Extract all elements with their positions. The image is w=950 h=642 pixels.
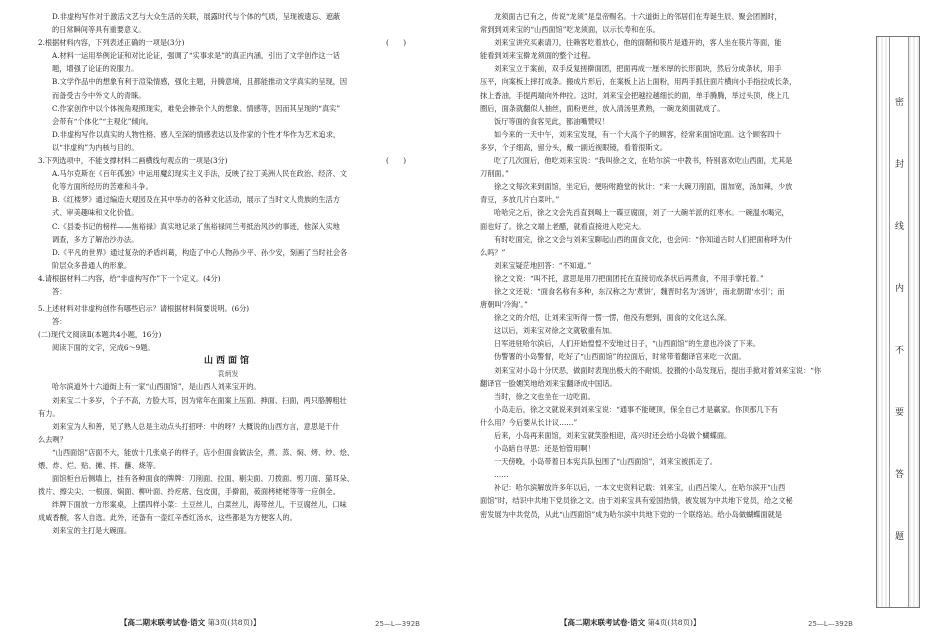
question-line: 4.请根据材料二内容，给“非虚构写作”下一个定义。(4分) xyxy=(38,273,221,283)
story-paragraph-line: 龙须面古已有之，传说“龙须”是皇帝赐名。十六道街上的邻居们在寿诞生辰、聚会团圆时， xyxy=(494,12,782,21)
right-footer-exam: 【高二期末联考试卷·语文 xyxy=(560,618,646,627)
story-paragraph-line: 压平，向案板上摔打成条。搬成片形后，在案板上沾上面粉，用两手抓住面片横向小手指拉成长条， xyxy=(480,77,797,87)
story-paragraph-line: 补记：哈尔滨解放许多年以后，一本文史资料记载：刘来宝，山西吕梁人，在哈尔滨开“山西 xyxy=(494,483,786,493)
story-paragraph-line: 刘来宝对小岛十分厌恶，做面时表现出极大的不耐烦。狡猾的小岛发现后，提出手掀对着刘来宝说：“你 xyxy=(494,365,822,375)
right-footer-page: 第4页(共8页)】 xyxy=(647,618,701,627)
story-paragraph-line: 吃了几次面后，他吃刘来宝说：“我叫徐之文，在哈尔滨一中教书，特别喜欢吃山西面，尤其是 xyxy=(494,156,793,166)
question-line: A.材料一运用举例论证和对比论证，强调了“实事求是”的真正内涵，引出了文学创作这一话 xyxy=(52,51,340,61)
question-line: 2.根据材料内容，下列表述正确的一项是(3分) ( ) xyxy=(38,36,418,49)
story-paragraph-line: 面馆柜台后侧墙上，挂有各种面食的牌牌：刀削面、拉面、剔尖面、刀拨面、剪刀面、猫耳朵、 xyxy=(52,474,354,484)
story-paragraph-line: 多岁，个子细高，留分头，戴一副近视眼镜，看着很斯文。 xyxy=(480,142,667,152)
story-paragraph-line: 唐朝叫‘冷淘’。” xyxy=(480,300,528,310)
story-paragraph-line: 什么用？今后要从长计议……” xyxy=(480,417,578,427)
story-paragraph-line: 日军进驻哈尔滨后，人们开始惶惶不安地过日子，“山西面馆”的生意也冷淡了下来。 xyxy=(494,339,761,349)
story-paragraph-line: 小岛走后，徐之文就说来到刘来宝说：“通事不能硬顶，保全自己才是赢家。你顶那几下有 xyxy=(494,404,778,414)
question-line: C.作家创作中以个体视角观照现实，难免会掺杂个人的想象、情感等，因而其呈现的“真实” xyxy=(52,103,341,113)
question-line: 答： xyxy=(52,317,67,327)
question-line: 3.下列选项中，不能支撑材料二画横线句观点的一项是(3分) ( ) xyxy=(38,154,418,167)
story-author: 袁炳发 xyxy=(217,370,239,379)
story-paragraph-line: 绊牌下面放一方形案桌，上摆四样小菜：土豆丝儿，白菜丝儿，海带丝儿，干豆腐丝儿，口味 xyxy=(52,500,347,510)
right-footer-code xyxy=(808,619,853,628)
question-line: D.《平凡的世界》通过复杂的矛盾纠葛，构造了中心人物孙少平、孙少安，刻画了当时社会各 xyxy=(52,247,348,257)
story-paragraph-line: 密发展为中共党员，从此“山西面馆”成为哈尔滨中共地下党的一个联络站。给小岛做蝴蝶面就是 xyxy=(480,509,783,519)
question-line: A.马尔克斯在《百年孤独》中运用魔幻现实主义手法，反映了拉丁美洲人民在政治、经济、文 xyxy=(52,169,347,179)
story-paragraph-line: 面也好了。徐之文端上老醋，就看直接进入吃完大。 xyxy=(480,221,646,231)
question-line: 式、审美趣味和文化价值。 xyxy=(52,208,139,218)
story-paragraph-line: 一天傍晚，小岛带着日本宪兵队包围了“山西面馆”，刘来宝被抓走了。 xyxy=(494,457,717,467)
story-paragraph-line: 徐之文说：“叫不托，意思是用刀把面团托在直接切成条状后再煮食，不用手掌托着。” xyxy=(494,273,764,283)
story-paragraph-line: 刀削面。” xyxy=(480,169,509,179)
question-line: 会带有“个体化”“主观化”倾向。 xyxy=(52,116,153,126)
question-line: 阶层众多普通人的形象。 xyxy=(52,260,132,270)
story-paragraph-line: 徐之文的介绍，让刘来宝听得一愣一愣，他没有想到，面食的文化这么深。 xyxy=(494,313,732,323)
question-line: B.文学作品中的想象有利于渲染情感，强化主题，升腾意境，且都能推动文学真实的呈现，因 xyxy=(52,77,348,87)
seal-char: 答 xyxy=(893,469,903,478)
story-paragraph-line: 青豆，多放几片白菜叶。” xyxy=(480,195,560,205)
question-line: 5.上述材料对非虚构创作有哪些启示？请根据材料简要说明。(6分) xyxy=(38,304,250,314)
right-column xyxy=(480,10,872,521)
story-paragraph-line: 圈后，面条就翻似人抽丝，面粉更丝，放入清汤里煮熟，一碗龙须面就成了。 xyxy=(480,103,725,113)
story-paragraph-line: 抹上香油，手提两端向外伸拉。这时，刘来宝会把越拉越细长的面，单手腾腾，举过头顶，绕上几 xyxy=(480,90,790,100)
story-paragraph-line: 刘来宝讲究买素请刀，往赖客吃着放心，他的面鞘和筷片是通开的，客人坐在筷片等面，能 xyxy=(494,38,782,48)
story-paragraph-line: 有时吃面完，徐之文会与刘来宝聊起山西的面食文化，也会问：“你知道古时人们把面称呼为什 xyxy=(494,234,793,244)
answer-paren[interactable]: ( ) xyxy=(386,38,406,48)
seal-char: 不 xyxy=(893,345,903,354)
story-paragraph-line: 有力。 xyxy=(38,408,60,418)
question-line: C.《县委书记的榜样——焦裕禄》真实地记录了焦裕禄同兰考抵治风沙的事迹，他深入实地 xyxy=(52,221,340,231)
binding-band xyxy=(889,37,909,607)
story-paragraph-line: 哈哈完之后，徐之文会先舀直到喝上一碟豆腐面，刘了一大碗羊派的红枣水。一碗温水喝完， xyxy=(494,208,789,218)
left-footer-page: 第3页(共8页)】 xyxy=(207,618,261,627)
question-line: 以“非虚构”为内核与目的。 xyxy=(52,142,139,152)
left-footer-exam: 【高二期末联考试卷·语文 xyxy=(120,618,206,627)
seal-char: 封 xyxy=(893,159,903,168)
section-heading: (二)现代文阅读Ⅱ(本题共4小题，16分) xyxy=(38,330,162,340)
question-line: 答： xyxy=(52,286,67,296)
section-instruction: 阅读下面的文字，完成6～9题。 xyxy=(52,343,155,353)
story-paragraph-line: 刘来宝二十多岁，个子不高，方脸大耳，因为常年在面案上压面、抻面、扫面，两只胳膊粗壮 xyxy=(52,395,347,405)
right-page xyxy=(470,0,875,642)
story-paragraph-line: 能看到刘来宝擀龙须面的整个过程。 xyxy=(480,51,596,61)
seal-char: 要 xyxy=(893,407,903,416)
story-paragraph-line: 成咸香酸，客人自选。此外，还备有一壶红辛香红汤水，这些都是为方便客人的。 xyxy=(38,513,297,523)
question-line: 的日常瞬间等具有重要意义。 xyxy=(52,25,146,35)
question-line: 调查，多方了解治沙办法。 xyxy=(52,234,139,244)
story-title: 山西面馆 xyxy=(203,356,252,367)
story-paragraph-line: 小岛暗自寻思：还是怕管用啊！ xyxy=(494,444,595,454)
seal-char: 密 xyxy=(893,97,903,106)
story-paragraph-line: 这以后，刘来宝对徐之文就敬重有加。 xyxy=(494,326,617,336)
story-paragraph-line: 拨片、擦尖尖、一根面、焖面、柳叶面、拎疙瘩、包皮面，手擀面，莜面栲栳栳等等一应俱全。 xyxy=(38,487,340,497)
story-paragraph-line: 刘来宝立于案前，双手反复搓擀面团，把面再成一厘米厚的长形面块，然后分成条状，用手 xyxy=(494,64,782,74)
right-footer xyxy=(560,617,700,628)
story-paragraph-line: 饭厅等面的食客见此，都油嘴赞叹！ xyxy=(494,116,610,126)
story-paragraph-line: 刘来宝为人和善，见了熟人总是主动点头打招呼：中的呀？大概说的山西方言，意思是干什 xyxy=(52,421,340,431)
left-footer xyxy=(120,617,260,628)
question-line: 而备受古今中外文人的青睐。 xyxy=(52,90,146,100)
seal-char: 题 xyxy=(893,531,903,540)
seal-char: 内 xyxy=(893,283,903,292)
question-line: D.非虚构写作以真实的人物性格、感人至深的情感表达以及作家的个性才华作为艺术追求， xyxy=(52,129,341,139)
story-paragraph-line: 伪警署的小岛警督，吃好了“山西面馆”的拉面后，时常带着翻译官来吃一次面。 xyxy=(494,352,746,362)
left-footer-code xyxy=(375,619,420,628)
left-column xyxy=(38,10,418,538)
left-page xyxy=(0,0,460,642)
story-paragraph-line: 当时，徐之文也坐在一边吃面。 xyxy=(494,391,595,401)
story-paragraph-line: 面馆”时，结识中共地下党员徐之文。由于刘来宝具有爱国热情，被发展为中共地下党员，给之文秘 xyxy=(480,496,793,506)
story-paragraph-line: 徐之文每次来到面馆，坐定后，便吩咐跑堂的伙计：“来一大碗刀削面，面加宽，汤加辣，少放 xyxy=(494,182,793,192)
story-paragraph-line: 煨、炸、烂、贴、摊、拌、蘸、烧等。 xyxy=(38,461,161,470)
question-line: D.非虚构写作对于激活文艺与大众生活的关联，展露时代与个体的气质，呈现被遗忘、遮蔽 xyxy=(52,12,341,21)
story-paragraph-line: 常到到刘来宝的“山西面馆”吃龙须面，以示长寿和在乐。 xyxy=(480,25,660,35)
question-line: 题，增强了论证的说服力。 xyxy=(52,64,139,74)
story-paragraph-line: 如今来的一天中午，刘来宝发现，有一个大高个子的顾客，经常来面馆吃面。这个顾客四十 xyxy=(494,129,782,139)
story-paragraph-line: 徐之文还说：“面食名称有多种，东汉称之为‘煮饼’，魏晋时名为‘汤饼’，南北朝谓‘水引’；而 xyxy=(494,286,785,296)
story-paragraph-line: …… xyxy=(494,470,509,480)
story-paragraph-line: 哈尔滨道外十六道街上有一家“山西面馆”，是山西人刘来宝开的。 xyxy=(52,382,261,392)
story-paragraph-line: “山西面馆”店面不大，能放十几张桌子的样子，店小但面食做法全，煮、蒸、焖、烤、炒、烩、 xyxy=(52,447,355,457)
right-footer-code-text: 25—L—392B xyxy=(808,620,853,628)
left-footer-code-text: 25—L—392B xyxy=(375,620,420,628)
binding-strip xyxy=(876,36,920,608)
story-paragraph-line: 翻译官一脸媚笑地给刘来宝翻译成中国话。 xyxy=(480,378,617,388)
story-paragraph-line: 刘来宝的主打是大碗面。 xyxy=(52,526,132,536)
story-paragraph-line: 刘来宝疑茫地回答：“不知道。” xyxy=(494,260,592,270)
story-paragraph-line: 么去咧？ xyxy=(38,434,67,444)
seal-char: 线 xyxy=(893,221,903,230)
story-paragraph-line: 么吗？” xyxy=(480,247,506,257)
answer-paren[interactable]: ( ) xyxy=(386,156,406,166)
question-line: 化等方面所经历的苦难和斗争。 xyxy=(52,182,153,192)
question-line: B.《红楼梦》通过编造大观园及在其中举办的各种文化活动，展示了当时文人贵族的生活方 xyxy=(52,195,340,205)
story-paragraph-line: 后来，小岛再来面馆，刘来宝就笑脸相迎，高兴时还会给小岛做个蝴蝶面。 xyxy=(494,431,732,440)
